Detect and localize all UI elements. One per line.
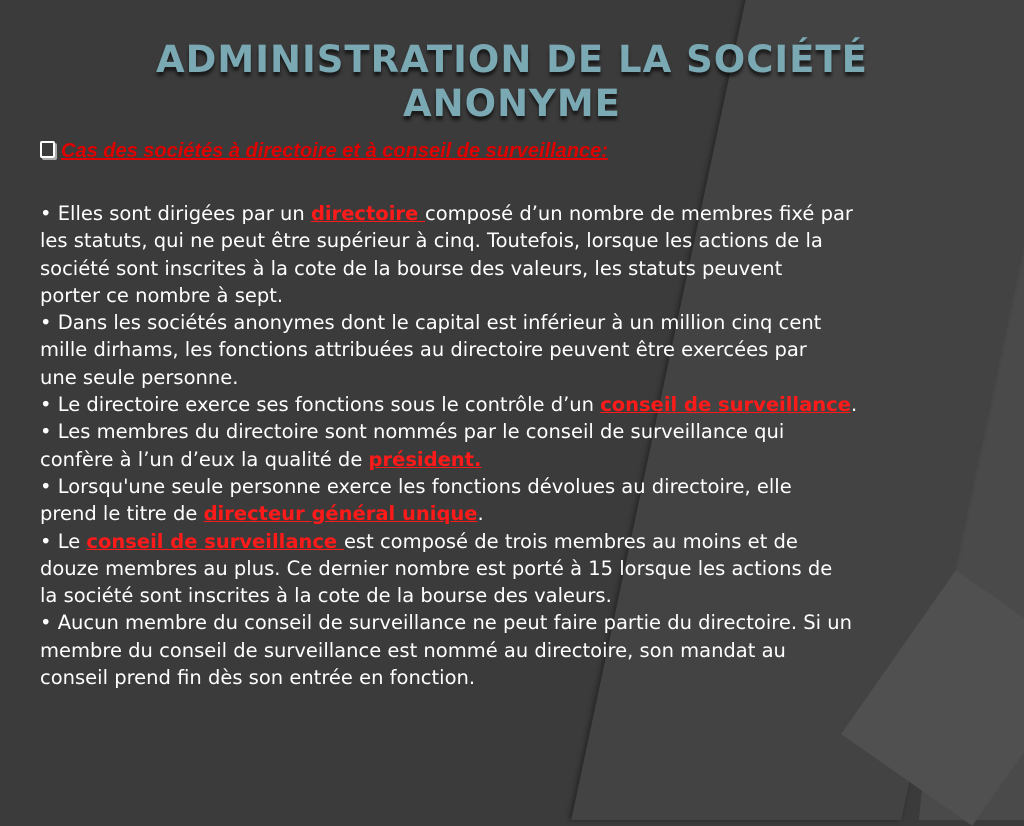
slide-body xyxy=(40,200,1010,691)
text-line xyxy=(40,555,1010,582)
highlighted-term: conseil de surveillance xyxy=(86,529,344,553)
text-line xyxy=(40,364,1010,391)
text-line xyxy=(40,282,1010,309)
text-segment: • Dans les sociétés anonymes dont le capital est inférieur à un million cinq cent xyxy=(40,311,822,335)
checkbox-bullet-icon xyxy=(40,141,55,158)
title-line-1: ADMINISTRATION DE LA SOCIÉTÉ xyxy=(156,38,868,81)
text-segment: société sont inscrites à la cote de la bourse des valeurs, les statuts peuvent xyxy=(40,256,783,280)
text-segment: • Aucun membre du conseil de surveillance ne peut faire partie du directoire. Si un xyxy=(40,611,852,635)
subheading xyxy=(40,140,608,163)
text-line xyxy=(40,418,1010,445)
highlighted-term: directeur général unique xyxy=(203,502,478,526)
text-segment: porter ce nombre à sept. xyxy=(40,283,284,307)
text-segment: • Elles sont dirigées par un xyxy=(40,202,311,225)
text-segment: • Le xyxy=(40,529,87,553)
text-segment: prend le titre de xyxy=(40,502,204,526)
highlighted-term: conseil de surveillance xyxy=(600,393,851,417)
text-segment: • Les membres du directoire sont nommés par le conseil de surveillance qui xyxy=(40,420,785,444)
text-line xyxy=(40,609,1010,636)
text-segment: . xyxy=(850,393,858,417)
text-segment: est composé de trois membres au moins et de xyxy=(343,529,798,553)
text-line xyxy=(40,582,1010,609)
text-line xyxy=(40,391,1010,418)
text-segment: mille dirhams, les fonctions attribuées au directoire peuvent être exercées par xyxy=(40,338,807,362)
text-segment: les statuts, qui ne peut être supérieur à cinq. Toutefois, lorsque les actions de la xyxy=(40,229,823,253)
text-segment: composé d’un nombre de membres fixé par xyxy=(425,202,853,225)
text-line xyxy=(40,336,1010,363)
text-segment: douze membres au plus. Ce dernier nombre est porté à 15 lorsque les actions de xyxy=(40,556,833,580)
text-line xyxy=(40,500,1010,527)
subheading-text: Cas des sociétés à directoire et à conseil de surveillance: xyxy=(61,140,608,162)
text-segment: • Lorsqu'une seule personne exerce les fonctions dévolues au directoire, elle xyxy=(40,474,792,498)
text-line xyxy=(40,473,1010,500)
slide-title xyxy=(0,38,1024,126)
highlighted-term: président. xyxy=(368,447,482,471)
text-segment: confère à l’un d’eux la qualité de xyxy=(40,447,369,471)
text-segment: une seule personne. xyxy=(40,365,239,389)
highlighted-term: directoire xyxy=(310,202,426,225)
title-line-2: ANONYME xyxy=(403,82,621,125)
text-segment: . xyxy=(477,502,484,526)
text-line xyxy=(40,664,1010,691)
text-line xyxy=(40,637,1010,664)
text-line xyxy=(40,255,1010,282)
text-line xyxy=(40,309,1010,336)
text-segment: la société sont inscrites à la cote de la bourse des valeurs. xyxy=(40,584,612,608)
text-line xyxy=(40,200,1010,227)
text-line xyxy=(40,446,1010,473)
text-segment: • Le directoire exerce ses fonctions sous le contrôle d’un xyxy=(40,393,601,417)
text-line xyxy=(40,528,1010,555)
text-segment: membre du conseil de surveillance est nommé au directoire, son mandat au xyxy=(40,638,786,662)
text-segment: conseil prend fin dès son entrée en fonction. xyxy=(40,666,476,690)
text-line xyxy=(40,227,1010,254)
